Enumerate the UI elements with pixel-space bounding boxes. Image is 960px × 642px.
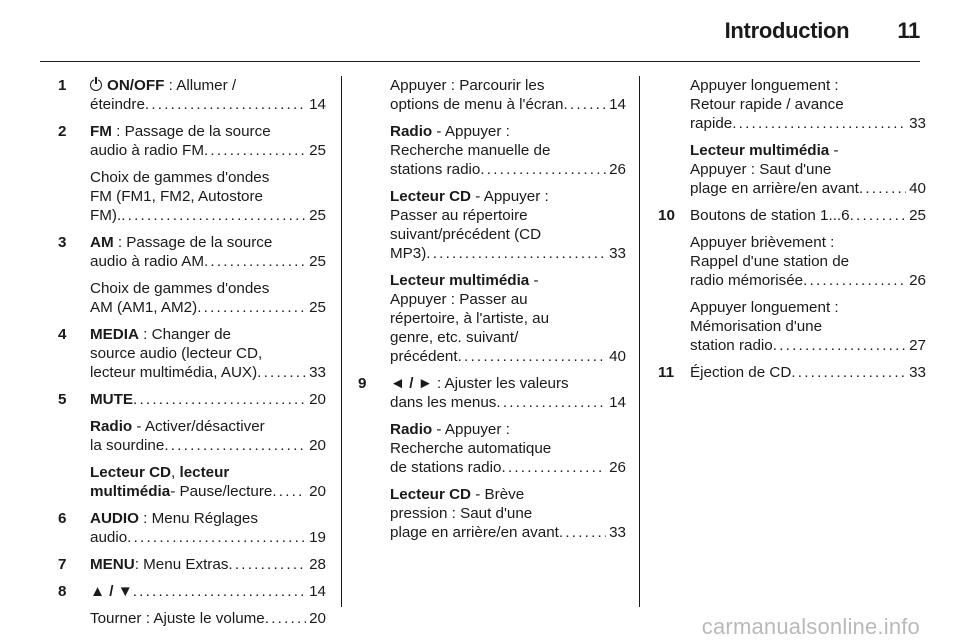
- index-subentry: Lecteur multimédia - Appuyer : Passer au répertoire, à l'artiste, au genre, etc. suivant/ précédent . . . 40: [358, 271, 626, 366]
- header-rule: [40, 61, 920, 62]
- index-entry-6: 6 AUDIO : Menu Réglages audio . . . 19: [58, 509, 326, 547]
- index-subentry: Lecteur CD - Appuyer : Passer au répertoire suivant/précédent (CD MP3) . . . 33: [358, 187, 626, 263]
- index-entry-7: 7 MENU : Menu Extras . . . 28: [58, 555, 326, 574]
- index-subentry: Radio - Appuyer : Recherche manuelle de stations radio . . . 26: [358, 122, 626, 179]
- index-subentry: Choix de gammes d'ondes AM (AM1, AM2) . . . 25: [58, 279, 326, 317]
- index-subentry: Radio - Activer/désactiver la sourdine . . . 20: [58, 417, 326, 455]
- index-entry-4: 4 MEDIA : Changer de source audio (lecteur CD, lecteur multimédia, AUX) . . . 33: [58, 325, 326, 382]
- index-column-1: [58, 76, 326, 636]
- index-subentry: Lecteur CD - Brève pression : Saut d'une plage en arrière/en avant . . . 33: [358, 485, 626, 542]
- index-entry-11: 11 Éjection de CD . . . 33: [658, 363, 926, 382]
- index-entry-5: 5 MUTE . . . 20: [58, 390, 326, 409]
- index-subentry: Appuyer longuement : Retour rapide / avance rapide . . . 33: [658, 76, 926, 133]
- watermark: carmanualsonline.info: [701, 614, 920, 639]
- index-subentry: Appuyer brièvement : Rappel d'une station de radio mémorisée . . . 26: [658, 233, 926, 290]
- index-entry-1: 1 ON/OFF : Allumer / éteindre . . . 14: [58, 76, 326, 114]
- page-header: [725, 18, 920, 44]
- up-down-arrows-icon: ▲ / ▼: [90, 583, 133, 600]
- index-entry-9: 9 ◄ / ► : Ajuster les valeurs dans les menus . . . 14: [358, 374, 626, 412]
- index-subentry: Appuyer : Parcourir les options de menu à l'écran . . . 14: [358, 76, 626, 114]
- page-title: Introduction: [724, 18, 850, 43]
- index-entry-2: 2 FM : Passage de la source audio à radio FM . . . 25: [58, 122, 326, 160]
- index-subentry: Lecteur multimédia - Appuyer : Saut d'une plage en arrière/en avant . . . 40: [658, 141, 926, 198]
- left-right-arrows-icon: ◄ / ►: [390, 375, 433, 392]
- index-subentry: Radio - Appuyer : Recherche automatique de stations radio . . . 26: [358, 420, 626, 477]
- column-divider: [639, 76, 640, 607]
- column-divider: [341, 76, 342, 607]
- index-entry-3: 3 AM : Passage de la source audio à radio AM . . . 25: [58, 233, 326, 271]
- index-subentry: Tourner : Ajuste le volume . . . 20: [58, 609, 326, 628]
- index-entry-10: 10 Boutons de station 1...6 . . . 25: [658, 206, 926, 225]
- index-entry-8: 8 ▲ / ▼ . . . 14: [58, 582, 326, 601]
- index-subentry: Lecteur CD, lecteur multimédia - Pause/lecture . . . 20: [58, 463, 326, 501]
- index-column-3: [658, 76, 926, 390]
- power-icon: [90, 79, 102, 91]
- index-subentry: Choix de gammes d'ondes FM (FM1, FM2, Autostore FM). . . . 25: [58, 168, 326, 225]
- page-number: 11: [897, 18, 920, 43]
- index-column-2: [358, 76, 626, 550]
- index-subentry: Appuyer longuement : Mémorisation d'une station radio . . . 27: [658, 298, 926, 355]
